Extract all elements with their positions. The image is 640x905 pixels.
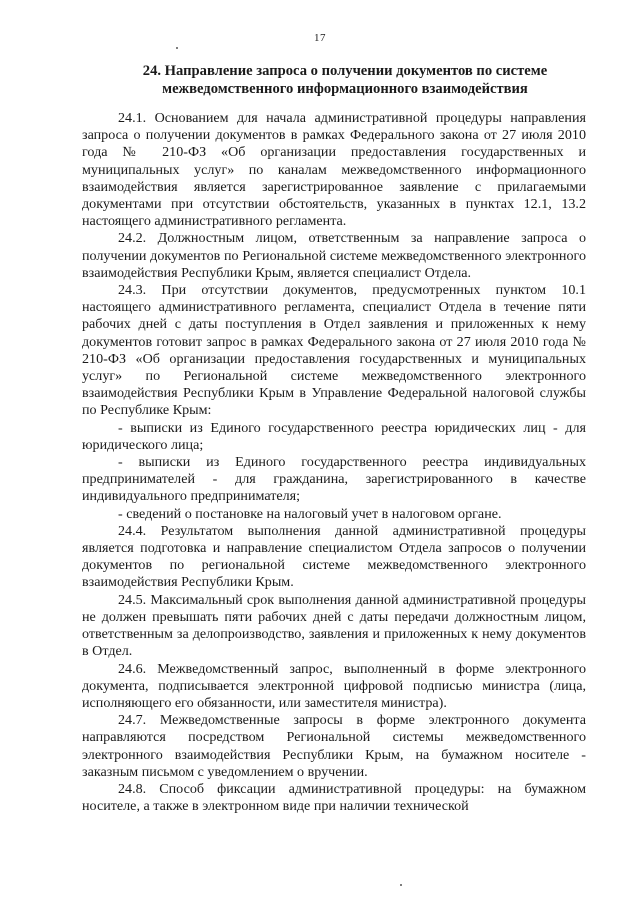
scan-speck [400, 884, 402, 886]
paragraph-24-5: 24.5. Максимальный срок выполнения данной административной процедуры не должен превышать пяти рабочих дней с даты передачи должностным лицом, ответственным за делопроизводство, заявления и приложенных к нему документов в Отдел. [82, 591, 586, 660]
list-item: - выписки из Единого государственного реестра юридических лиц - для юридического лица; [82, 419, 586, 453]
paragraph-24-7: 24.7. Межведомственные запросы в форме электронного документа направляются посредством Региональной системы межведомственного электронного взаимодействия Республики Крым, на бумажном носителе - заказным письмом с уведомлением о вручении. [82, 712, 586, 780]
scan-speck [176, 47, 178, 49]
paragraph-24-4: 24.4. Результатом выполнения данной административной процедуры является подготовка и направление специалистом Отдела запросов о получении документов по региональной системе межведомственного электронного взаимодействия Республики Крым. [82, 522, 586, 591]
document-body [82, 110, 586, 815]
list-item: - выписки из Единого государственного реестра индивидуальных предпринимателей - для гражданина, зарегистрированного в качестве индивидуального предпринимателя; [82, 454, 586, 505]
paragraph-24-6: 24.6. Межведомственный запрос, выполненный в форме электронного документа, подписывается электронной цифровой подписью министра (лица, исполняющего его обязанности, или заместителя министра). [82, 660, 586, 711]
paragraph-24-2: 24.2. Должностным лицом, ответственным за направление запроса о получении документов по Региональной системе межведомственного электронного взаимодействия Республики Крым, является специалист Отдела. [82, 230, 586, 281]
list-item: - сведений о постановке на налоговый учет в налоговом органе. [118, 505, 502, 522]
paragraph-24-1: 24.1. Основанием для начала административной процедуры направления запроса о получении документов в рамках Федерального закона от 27 июля 2010 года № 210-ФЗ «Об организации предоставления государственных и муниципальных услуг» по каналам межведомственного информационного взаимодействия является зарегистрированное заявление с прилагаемыми документами при отсутствии обстоятельств, указанных в пунктах 12.1, 13.2 настоящего административного регламента. [82, 110, 586, 230]
paragraph-24-8: 24.8. Способ фиксации административной процедуры: на бумажном носителе, а также в электронном виде при наличии технической [82, 780, 586, 815]
page-number: 17 [314, 32, 326, 44]
paragraph-24-3: 24.3. При отсутствии документов, предусмотренных пунктом 10.1 настоящего административного регламента, специалист Отдела в течение пяти рабочих дней с даты поступления в Отдел заявления и приложенных к нему документов готовит запрос в рамках Федерального закона от 27 июля 2010 года № 210-ФЗ «Об организации предоставления государственных и муниципальных услуг» по Региональной системе межведомственного электронного взаимодействия Республики Крым в Управление Федеральной налоговой службы по Республике Крым: [82, 282, 586, 419]
section-title: 24. Направление запроса о получении документов по системе межведомственного информационного взаимодействия [142, 63, 548, 97]
